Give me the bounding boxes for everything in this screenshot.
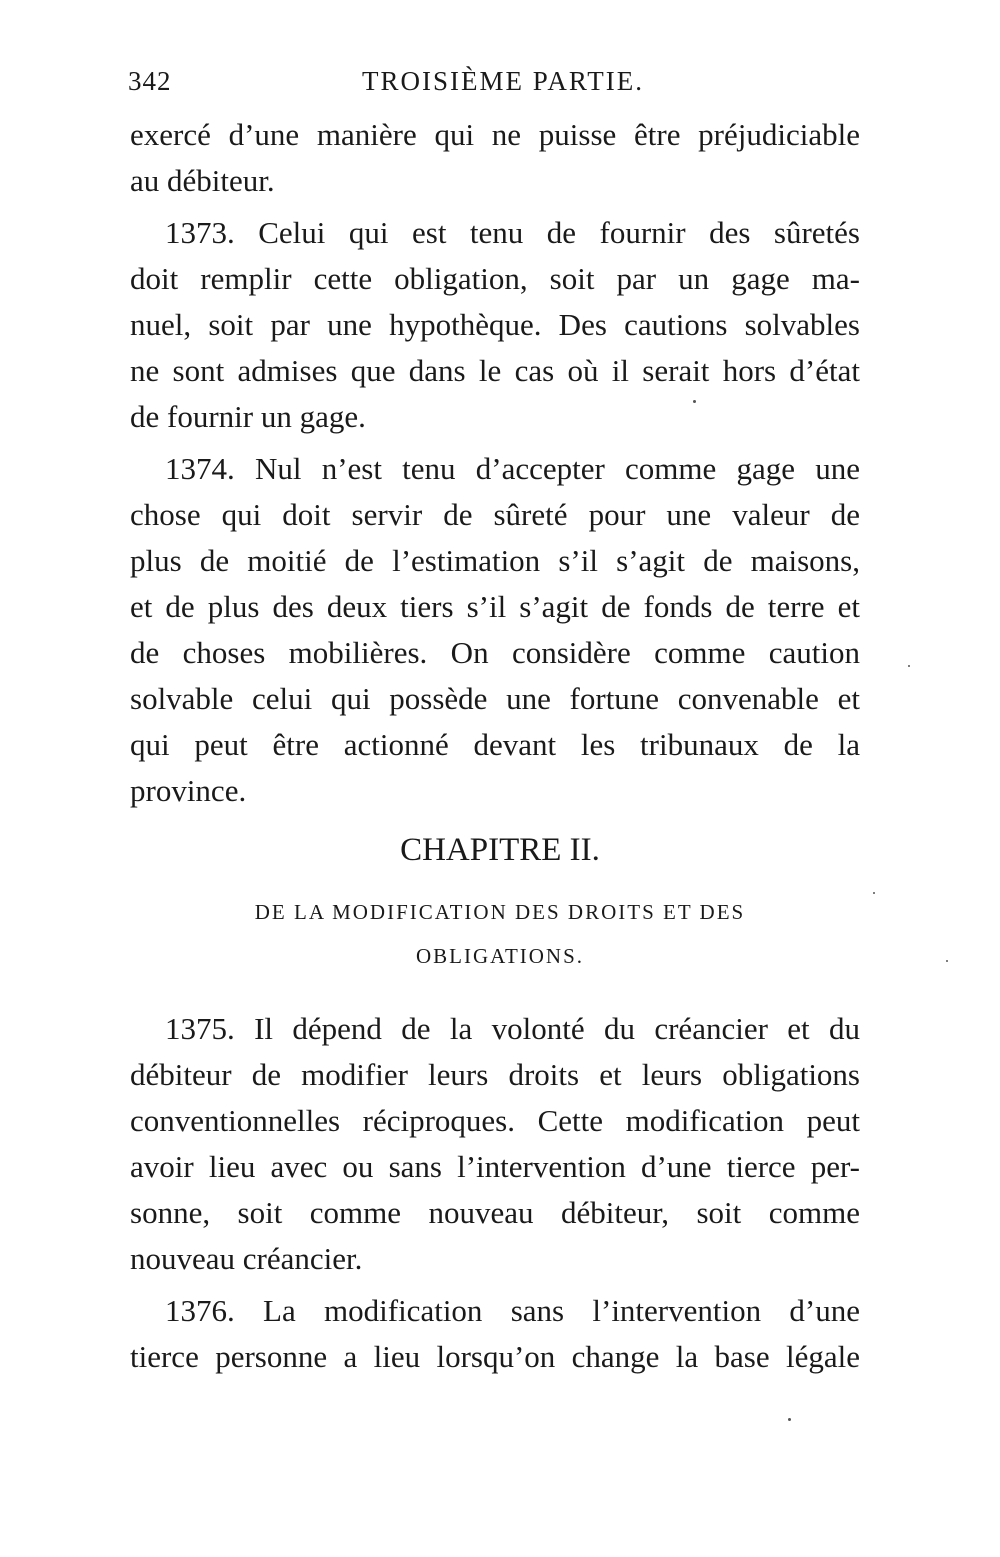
text-line: doit remplir cette obligation, soit par un gage ma-	[130, 261, 860, 296]
paper-speck	[788, 1418, 791, 1421]
text-line: conventionnelles réciproques. Cette modification peut	[130, 1103, 860, 1138]
paper-speck	[908, 665, 910, 667]
text-line: ne sont admises que dans le cas où il serait hors d’état	[130, 353, 860, 388]
chapter-subtitle: DE LA MODIFICATION DES DROITS ET DES	[254, 900, 746, 924]
article-1373-line: 1373. Celui qui est tenu de fournir des sûretés	[165, 215, 860, 250]
paper-speck	[693, 400, 696, 403]
chapter-subtitle-continued: OBLIGATIONS.	[415, 944, 585, 968]
text-line: avoir lieu avec ou sans l’intervention d’une tierce per-	[130, 1149, 860, 1184]
text-line: chose qui doit servir de sûreté pour une valeur de	[130, 497, 860, 532]
text-line: province.	[130, 773, 247, 808]
paper-speck	[946, 960, 948, 962]
text-line: et de plus des deux tiers s’il s’agit de fonds de terre et	[130, 589, 860, 624]
text-line: débiteur de modifier leurs droits et leurs obligations	[130, 1057, 860, 1092]
text-line: nouveau créancier.	[130, 1241, 363, 1276]
running-head: TROISIÈME PARTIE.	[362, 66, 644, 96]
text-line: solvable celui qui possède une fortune convenable et	[130, 681, 860, 716]
text-line: exercé d’une manière qui ne puisse être préjudiciable	[130, 117, 860, 152]
text-line: au débiteur.	[130, 163, 275, 198]
text-line: de choses mobilières. On considère comme caution	[130, 635, 860, 670]
page-header	[128, 66, 868, 106]
text-line: plus de moitié de l’estimation s’il s’agit de maisons,	[130, 543, 860, 578]
text-line: tierce personne a lieu lorsqu’on change la base légale	[130, 1339, 860, 1374]
chapter-title: CHAPITRE II.	[400, 832, 600, 868]
text-line: de fournir un gage.	[130, 399, 366, 434]
paper-speck	[873, 892, 875, 894]
article-1375-line: 1375. Il dépend de la volonté du créancier et du	[165, 1011, 860, 1046]
text-line: nuel, soit par une hypothèque. Des cautions solvables	[130, 307, 860, 342]
text-line: qui peut être actionné devant les tribunaux de la	[130, 727, 860, 762]
page-number: 342	[128, 66, 172, 96]
text-line: sonne, soit comme nouveau débiteur, soit comme	[130, 1195, 860, 1230]
article-1374-line: 1374. Nul n’est tenu d’accepter comme gage une	[165, 451, 860, 486]
article-1376-line: 1376. La modification sans l’intervention d’une	[165, 1293, 860, 1328]
